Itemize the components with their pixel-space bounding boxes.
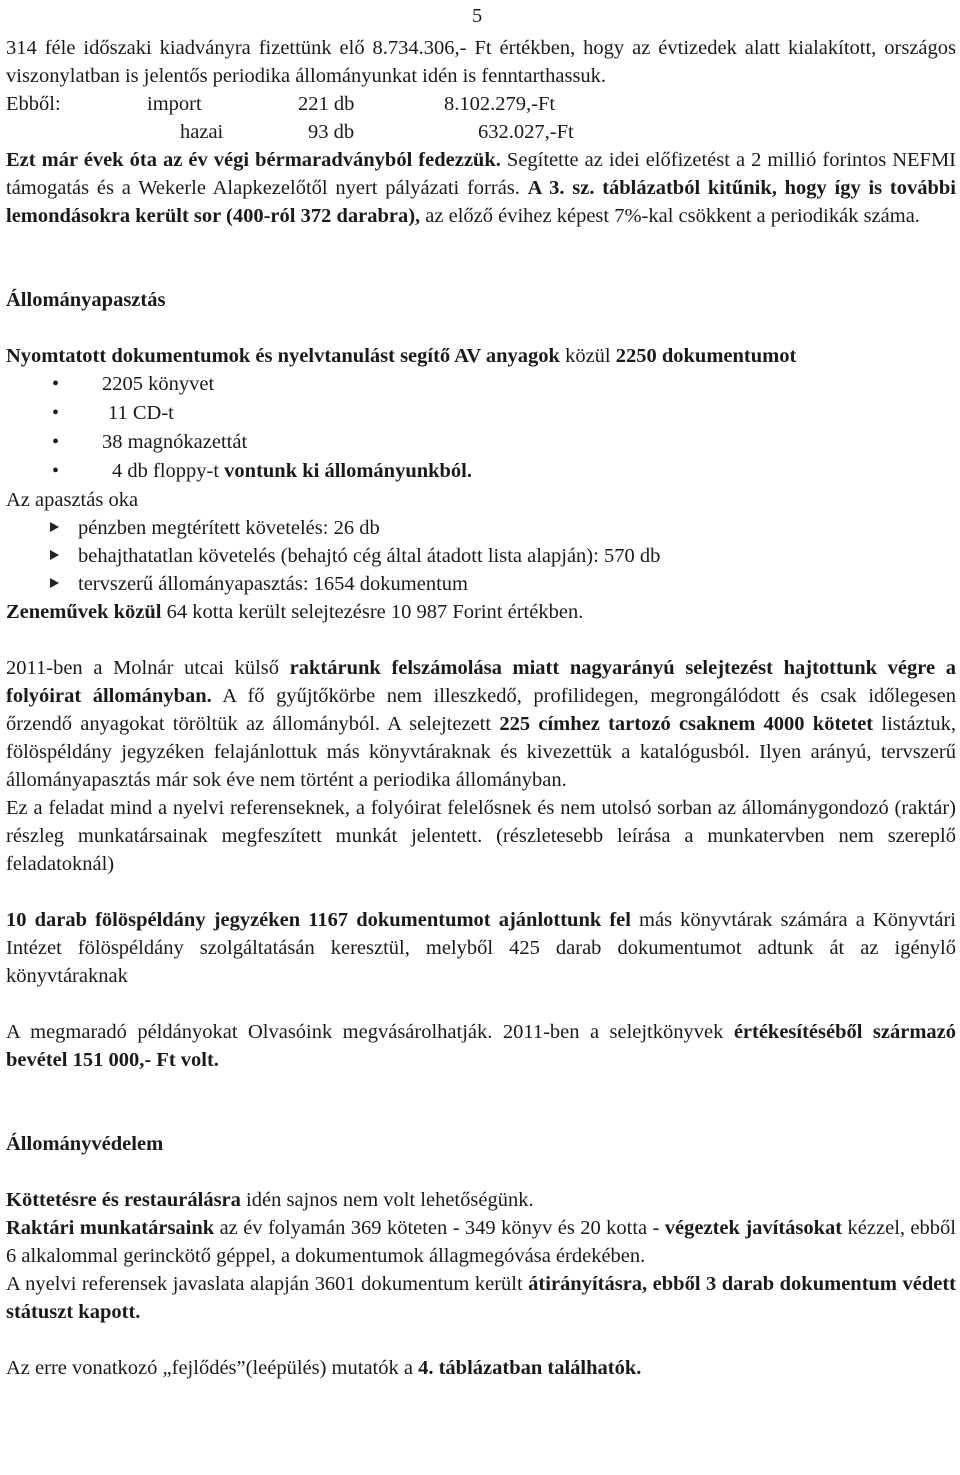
text-run: az év folyamán 369 köteten - 349 könyv és 20 kotta - bbox=[214, 1217, 665, 1239]
list-item bbox=[6, 399, 956, 428]
imports-row-1 bbox=[6, 90, 956, 118]
bold-run: Köttetésre és restaurálásra bbox=[6, 1189, 241, 1211]
text-run: 314 féle időszaki kiadványra fizettünk elő 8.734.306,- Ft értékben, hogy az évtizedek alatt kialakított, országos viszonylatban is jelentős periodika állományunkat idén is fenntarthassuk. bbox=[6, 37, 956, 87]
imports-row-2 bbox=[6, 118, 956, 146]
text-run: listáztuk, fölöspéldány jegyzéken felajánlottuk más könyvtáraknak és kivezettük a katalógusból. Ilyen arányú, tervszerű állományapasztás már sok éve nem történt a periodika állományban. bbox=[6, 713, 956, 791]
section-heading-protection bbox=[6, 1130, 956, 1158]
imports-name: import bbox=[147, 93, 202, 115]
text-run: pénzben megtérített követelés: 26 db bbox=[78, 517, 380, 539]
list-item bbox=[6, 370, 956, 399]
text-run: Az erre vonatkozó „fejlődés”(leépülés) mutatók a bbox=[6, 1357, 419, 1379]
text-run: 38 magnókazettát bbox=[102, 431, 248, 453]
text-run: A fő gyűjtőkörbe nem illeszkedő, profilidegen, megrongálódott és csak időlegesen őrzendő anyagokat töröltük az állományból. A selejtezett bbox=[6, 685, 956, 735]
text-run: 2205 könyvet bbox=[102, 373, 215, 395]
paragraph-sales bbox=[6, 1018, 956, 1074]
music-weeding bbox=[6, 598, 956, 626]
paragraph-task: Ez a feladat mind a nyelvi referenseknek, a folyóirat felelősnek és nem utolsó sorban az állománygondozó (raktár) részleg munkatársainak megfeszített munkát jelentett. (részletesebb leírása a munkatervben nem szereplő feladatoknál) bbox=[6, 797, 956, 875]
bold-run: Raktári munkatársaink bbox=[6, 1217, 215, 1239]
text-run: kézzel, ebből 6 alkalommal gerinckötő géppel, a dokumentumok állagmegóvása érdekében. bbox=[6, 1217, 956, 1267]
bold-run: Nyomtatott dokumentumok és nyelvtanulást segítő AV anyagok bbox=[6, 345, 560, 367]
text-run: behajthatatlan követelés (behajtó cég által átadott lista alapján): 570 db bbox=[78, 545, 661, 567]
bold-run: értékesítéséből származó bevétel 151 000,- Ft volt. bbox=[6, 1021, 957, 1071]
bold-run: átirányításra, ebből 3 darab dokumentum védett státuszt kapott. bbox=[6, 1273, 956, 1323]
bold-run: 2250 dokumentumot bbox=[615, 345, 797, 367]
imports-count: 221 db bbox=[298, 93, 355, 115]
imports-amount: 8.102.279,-Ft bbox=[444, 93, 556, 115]
paragraph-duplicates bbox=[6, 906, 956, 990]
bold-run: A 3. sz. táblázatból kitűnik, hogy így is további lemondásokra került sor (400-ról 372 darabra), bbox=[6, 177, 956, 227]
imports-count: 93 db bbox=[308, 121, 355, 143]
text-run: 64 kotta került selejtezésre 10 987 Forint értékben. bbox=[161, 601, 584, 623]
bold-run: vontunk ki állományunkból. bbox=[224, 460, 472, 482]
bold-run: Állományapasztás bbox=[6, 289, 166, 311]
text-run: az előző évihez képest 7%-kal csökkent a periodikák száma. bbox=[420, 205, 920, 227]
weeding-intro bbox=[6, 342, 956, 370]
weeding-reason-label: Az apasztás oka bbox=[6, 489, 139, 511]
text-run: A megmaradó példányokat Olvasóink megvásárolhatják. 2011-ben a selejtkönyvek bbox=[6, 1021, 734, 1043]
imports-name: hazai bbox=[180, 121, 224, 143]
bold-run: végeztek javításokat bbox=[664, 1217, 843, 1239]
protection-line-1 bbox=[6, 1186, 956, 1214]
text-run: 4 db floppy-t bbox=[112, 460, 225, 482]
paragraph-subscriptions bbox=[6, 34, 956, 90]
page-number: 5 bbox=[472, 5, 483, 27]
text-run: közül bbox=[559, 345, 616, 367]
bold-run: Állományvédelem bbox=[6, 1133, 164, 1155]
document-body bbox=[6, 34, 956, 1382]
bold-run: Zeneművek közül bbox=[6, 601, 162, 623]
text-run: Segítette az idei előfizetést a 2 millió forintos NEFMI támogatás és a Wekerle Alapkezelőtől nyert pályázati forrás. bbox=[6, 149, 957, 199]
section-heading-weeding bbox=[6, 286, 956, 314]
weeding-bullet-list bbox=[6, 370, 956, 486]
text-run: idén sajnos nem volt lehetőségünk. bbox=[240, 1189, 534, 1211]
bold-run: 10 darab fölöspéldány jegyzéken 1167 dokumentumot ajánlottunk fel bbox=[6, 909, 631, 931]
paragraph-funding bbox=[6, 146, 956, 230]
list-item bbox=[6, 457, 956, 486]
list-item bbox=[6, 428, 956, 457]
text-run: 2011-ben a Molnár utcai külső bbox=[6, 657, 290, 679]
text-run: A nyelvi referensek javaslata alapján 3601 dokumentum került bbox=[6, 1273, 529, 1295]
text-run: tervszerű állományapasztás: 1654 dokumentum bbox=[78, 573, 468, 595]
list-item bbox=[6, 570, 956, 598]
bold-run: Ezt már évek óta az év végi bérmaradványból fedezzük. bbox=[6, 149, 501, 171]
protection-line-2 bbox=[6, 1214, 956, 1270]
imports-amount: 632.027,-Ft bbox=[478, 121, 574, 143]
imports-label: Ebből: bbox=[6, 93, 61, 115]
bold-run: 4. táblázatban találhatók. bbox=[418, 1357, 642, 1379]
paragraph-molnar bbox=[6, 654, 956, 794]
weeding-reasons-list bbox=[6, 514, 956, 598]
protection-line-3 bbox=[6, 1270, 956, 1326]
text-run: 11 CD-t bbox=[108, 402, 174, 424]
bold-run: raktárunk felszámolása miatt nagyarányú selejtezést hajtottunk végre a folyóirat állományban. bbox=[6, 657, 956, 707]
text-run: más könyvtárak számára a Könyvtári Intézet fölöspéldány szolgáltatásán keresztül, melyből 425 darab dokumentumot adtunk át az igénylő könyvtáraknak bbox=[6, 909, 957, 987]
list-item bbox=[6, 542, 956, 570]
list-item bbox=[6, 514, 956, 542]
protection-line-4 bbox=[6, 1354, 956, 1382]
bold-run: 225 címhez tartozó csaknem 4000 kötetet bbox=[499, 713, 874, 735]
